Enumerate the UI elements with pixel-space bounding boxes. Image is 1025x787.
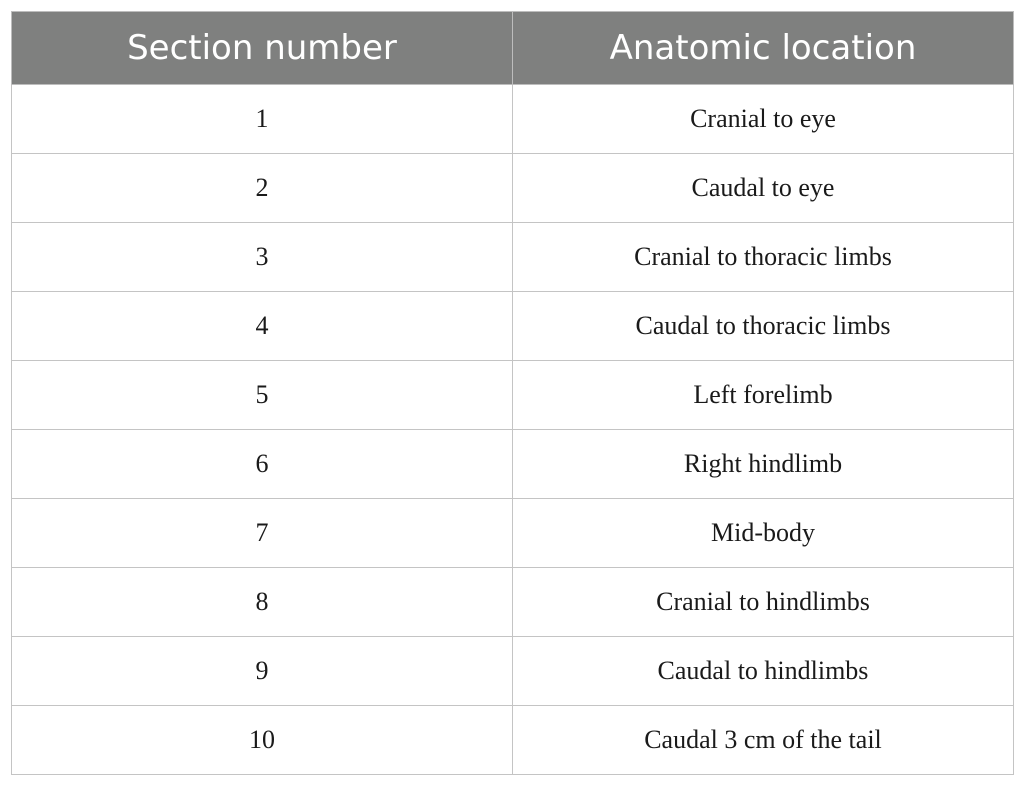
- header-row: [12, 12, 1014, 85]
- section-number-cell: 6: [12, 430, 513, 499]
- section-number-cell: 8: [12, 568, 513, 637]
- section-number-cell: 10: [12, 706, 513, 775]
- table-row: [12, 637, 1014, 706]
- anatomic-location-cell: Right hindlimb: [513, 430, 1014, 499]
- section-number-cell: 3: [12, 223, 513, 292]
- table-header: [12, 12, 1014, 85]
- section-number-cell: 2: [12, 154, 513, 223]
- header-section-number: Section number: [12, 12, 513, 85]
- table-row: [12, 361, 1014, 430]
- section-number-cell: 5: [12, 361, 513, 430]
- section-number-cell: 1: [12, 85, 513, 154]
- table-body: [12, 85, 1014, 775]
- anatomic-location-cell: Caudal to thoracic limbs: [513, 292, 1014, 361]
- table-row: [12, 85, 1014, 154]
- anatomic-location-cell: Caudal 3 cm of the tail: [513, 706, 1014, 775]
- table-row: [12, 706, 1014, 775]
- table-row: [12, 154, 1014, 223]
- table-row: [12, 499, 1014, 568]
- section-table-container: [11, 11, 1013, 775]
- anatomic-location-cell: Cranial to eye: [513, 85, 1014, 154]
- table-row: [12, 430, 1014, 499]
- anatomic-location-cell: Cranial to thoracic limbs: [513, 223, 1014, 292]
- section-number-cell: 9: [12, 637, 513, 706]
- table-row: [12, 292, 1014, 361]
- table-row: [12, 223, 1014, 292]
- header-anatomic-location: Anatomic location: [513, 12, 1014, 85]
- anatomic-location-cell: Left forelimb: [513, 361, 1014, 430]
- anatomic-location-cell: Caudal to hindlimbs: [513, 637, 1014, 706]
- anatomic-location-cell: Caudal to eye: [513, 154, 1014, 223]
- section-number-cell: 7: [12, 499, 513, 568]
- table-row: [12, 568, 1014, 637]
- anatomic-location-cell: Cranial to hindlimbs: [513, 568, 1014, 637]
- section-number-cell: 4: [12, 292, 513, 361]
- anatomic-location-cell: Mid-body: [513, 499, 1014, 568]
- section-table: [11, 11, 1014, 775]
